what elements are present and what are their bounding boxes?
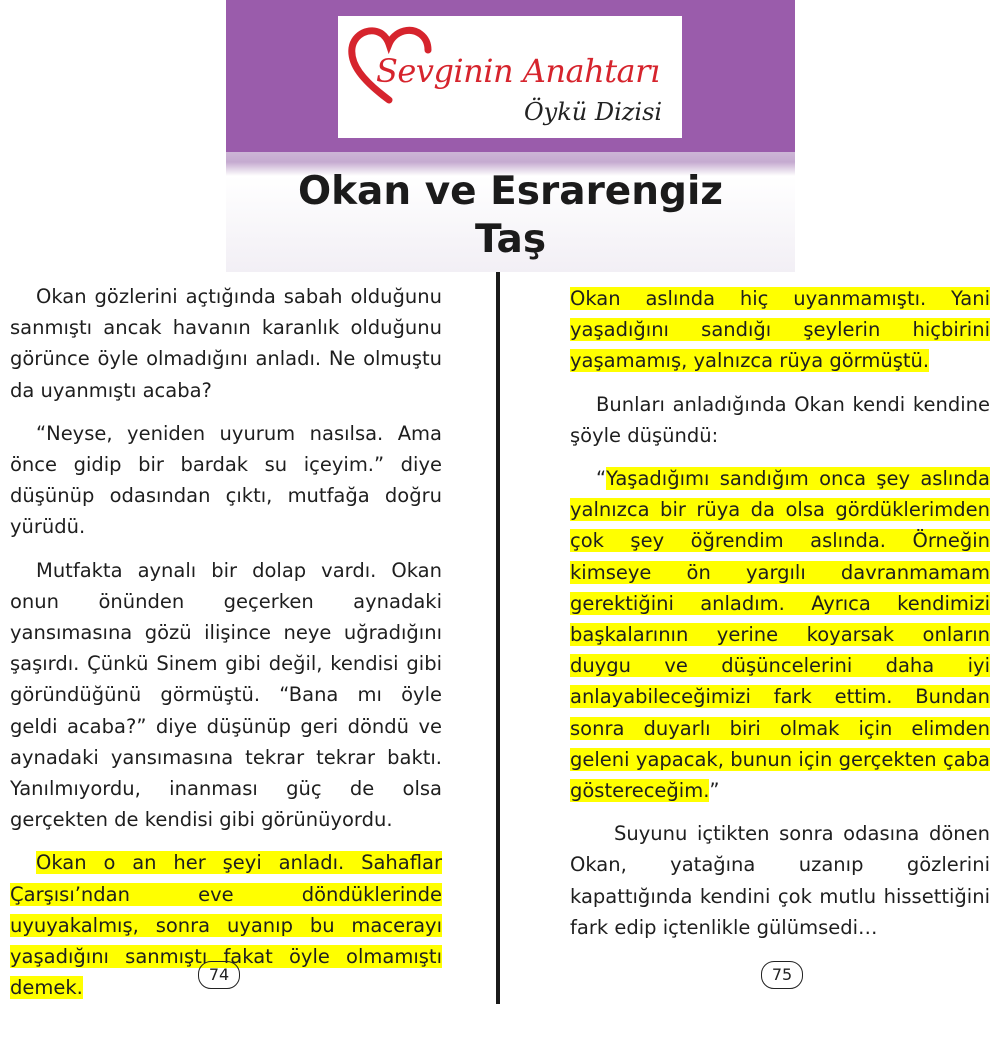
paragraph: Bunları anladığında Okan kendi kendine şöyle düşündü: <box>570 392 990 447</box>
paragraph: Okan gözlerini açtığında sabah olduğunu sanmıştı ancak havanın karanlık olduğunu görünce öyle olmadığını anladı. Ne olmuştu da uyanmıştı acaba? <box>10 285 442 402</box>
highlighted-paragraph <box>570 283 990 377</box>
page-divider <box>496 272 500 1004</box>
book-title-line-2: Taş <box>474 217 547 262</box>
page-number-left: 74 <box>198 961 240 989</box>
highlight: Yaşadığımı sandığım onca şey aslında yalnızca bir rüya da olsa gördüklerimden çok şey öğrendim aslında. Örneğin kimseye ön yargılı davranmamam gerektiğini anladım. Ayrıca kendimizi başkalarının yerine koyarsak onların duygu ve düşüncelerini daha iyi anlayabileceğimizi fark ettim. Bundan sonra duyarlı biri olmak için elimden geleni yapacak, bunun için gerçekten çaba göstereceğim. <box>570 467 990 803</box>
open-quote: “ <box>596 467 607 491</box>
right-page-text <box>570 283 990 955</box>
book-banner <box>226 0 795 272</box>
page-number-right: 75 <box>761 961 803 989</box>
left-page-text <box>10 281 442 1015</box>
highlight: Okan aslında hiç uyanmamıştı. Yani yaşadığını sandığı şeylerin hiçbirini yaşamamış, yalnızca rüya görmüştü. <box>570 287 990 373</box>
paragraph: Mutfakta aynalı bir dolap vardı. Okan onun önünden geçerken aynadaki yansımasına gözü ilişince neye uğradığını şaşırdı. Çünkü Sinem gibi değil, kendisi gibi göründüğünü görmüştü. “Bana mı öyle geldi acaba?” diye düşünüp geri döndü ve aynadaki yansımasına tekrar tekrar baktı. Yanılmıyordu, inanması güç de olsa gerçekten de kendisi gibi görünüyordu. <box>10 558 442 832</box>
paragraph: “Neyse, yeniden uyurum nasılsa. Ama önce gidip bir bardak su içeyim.” diye düşünüp odasından çıktı, mutfağa doğru yürüdü. <box>10 421 442 539</box>
book-title-line-1: Okan ve Esrarengiz <box>297 169 724 214</box>
series-subtitle: Öykü Dizisi <box>524 98 663 126</box>
book-title <box>226 168 795 264</box>
highlight: Okan o an her şeyi anladı. Sahaflar Çarşısı’ndan eve döndüklerinde uyuyakalmış, sonra uyanıp bu macerayı yaşadığını sanmıştı fakat öyle olmamıştı demek. <box>10 851 442 1000</box>
close-quote: ” <box>709 779 720 803</box>
quoted-paragraph <box>570 463 990 806</box>
paragraph: Suyunu içtikten sonra odasına dönen Okan, yatağına uzanıp gözlerini kapattığında kendini çok mutlu hissettiğini fark edip içtenlikle gülümsedi… <box>570 822 990 939</box>
series-title: Sevginin Anahtarı <box>376 52 660 90</box>
